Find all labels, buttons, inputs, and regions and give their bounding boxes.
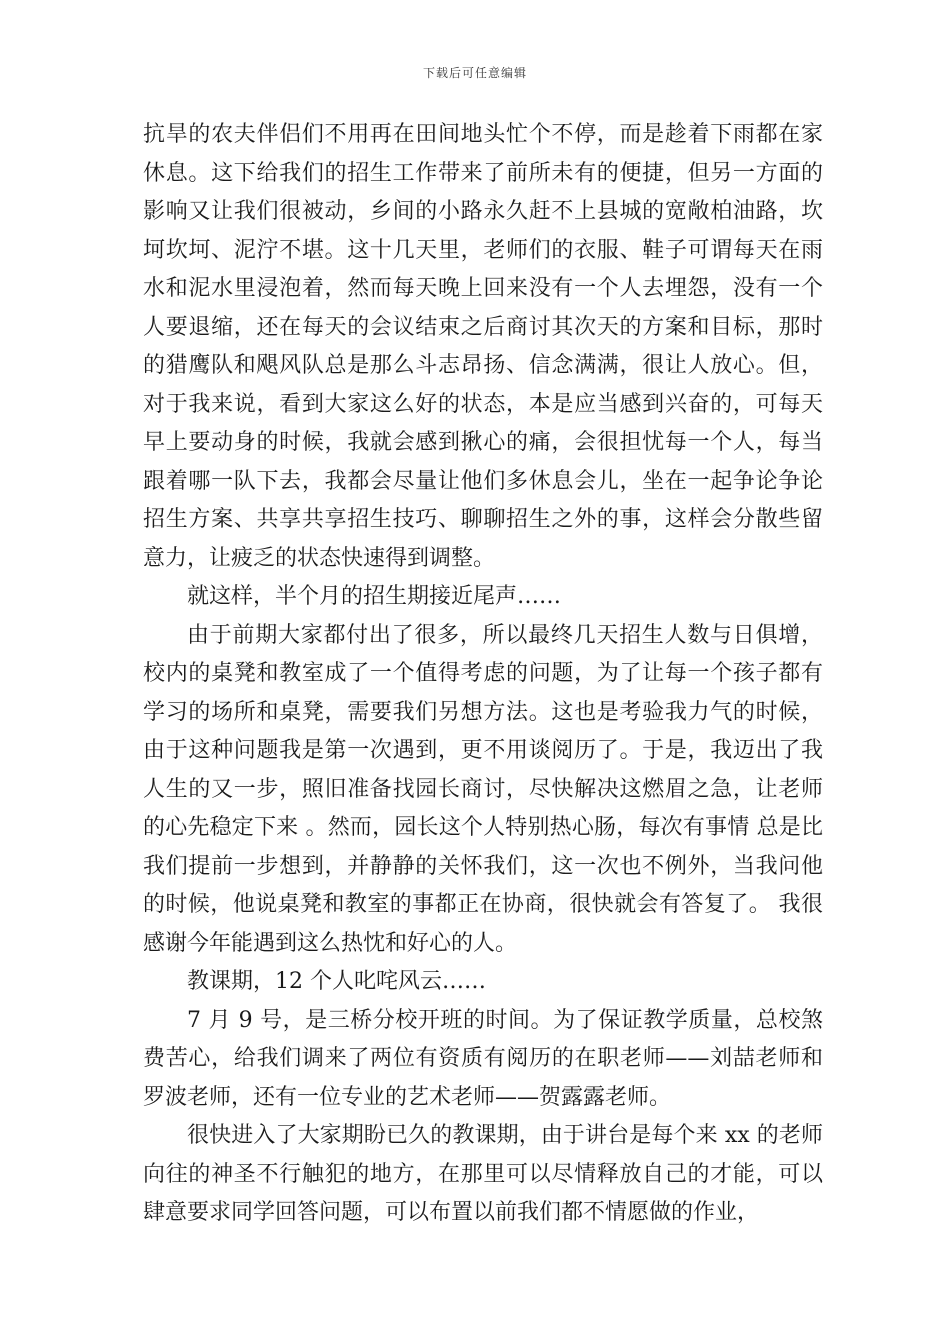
paragraph: 教课期，12 个人叱咤风云……	[187, 969, 486, 994]
document-body	[143, 116, 823, 1233]
page-header: 下载后可任意编辑	[422, 66, 527, 80]
paragraph: 由于前期大家都付出了很多，所以最终几天招生人数与日俱增，校内的桌凳和教室成了一个值得考虑的问题，为了让每一个孩子都有学习的场所和桌凳，需要我们另想方法。这也是考验我力气的时候，由于这种问题我是第一次遇到，更不用谈阅历了。于是，我迈出了我人生的又一步，照旧准备找园长商讨，尽快解决这燃眉之急，让老师的心先稳定下来 。然而，园长这个人特别热心肠，每次有事情 总是比我们提前一步想到，并静静的关怀我们，这一次也不例外，当我问他的时候，他说桌凳和教室的事都正在协商，很快就会有答复了。 我很感谢今年能遇到这么热忱和好心的人。	[143, 622, 823, 956]
paragraph: 就这样，半个月的招生期接近尾声……	[187, 584, 562, 609]
paragraph: 很快进入了大家期盼已久的教课期，由于讲台是每个来 xx 的老师向往的神圣不行触犯的地方，在那里可以尽情释放自己的才能，可以肆意要求同学回答问题，可以布置以前我们都不情愿做的作业，	[143, 1123, 823, 1225]
paragraph: 7 月 9 号，是三桥分校开班的时间。为了保证教学质量，总校煞费苦心，给我们调来了两位有资质有阅历的在职老师——刘喆老师和罗波老师，还有一位专业的艺术老师——贺露露老师。	[143, 1007, 823, 1110]
paragraph: 抗旱的农夫伴侣们不用再在田间地头忙个不停，而是趁着下雨都在家休息。这下给我们的招生工作带来了前所未有的便捷，但另一方面的影响又让我们很被动，乡间的小路永久赶不上县城的宽敞柏油路，坎坷坎坷、泥泞不堪。这十几天里，老师们的衣服、鞋子可谓每天在雨水和泥水里浸泡着，然而每天晚上回来没有一个人去埋怨，没有一个人要退缩，还在每天的会议结束之后商讨其次天的方案和目标，那时的猎鹰队和飓风队总是那么斗志昂扬、信念满满，很让人放心。但，对于我来说，看到大家这么好的状态，本是应当感到兴奋的，可每天早上要动身的时候，我就会感到揪心的痛，会很担忧每一个人，每当跟着哪一队下去，我都会尽量让他们多休息会儿，坐在一起争论争论招生方案、共享共享招生技巧、聊聊招生之外的事，这样会分散些留意力，让疲乏的状态快速得到调整。	[143, 122, 823, 571]
